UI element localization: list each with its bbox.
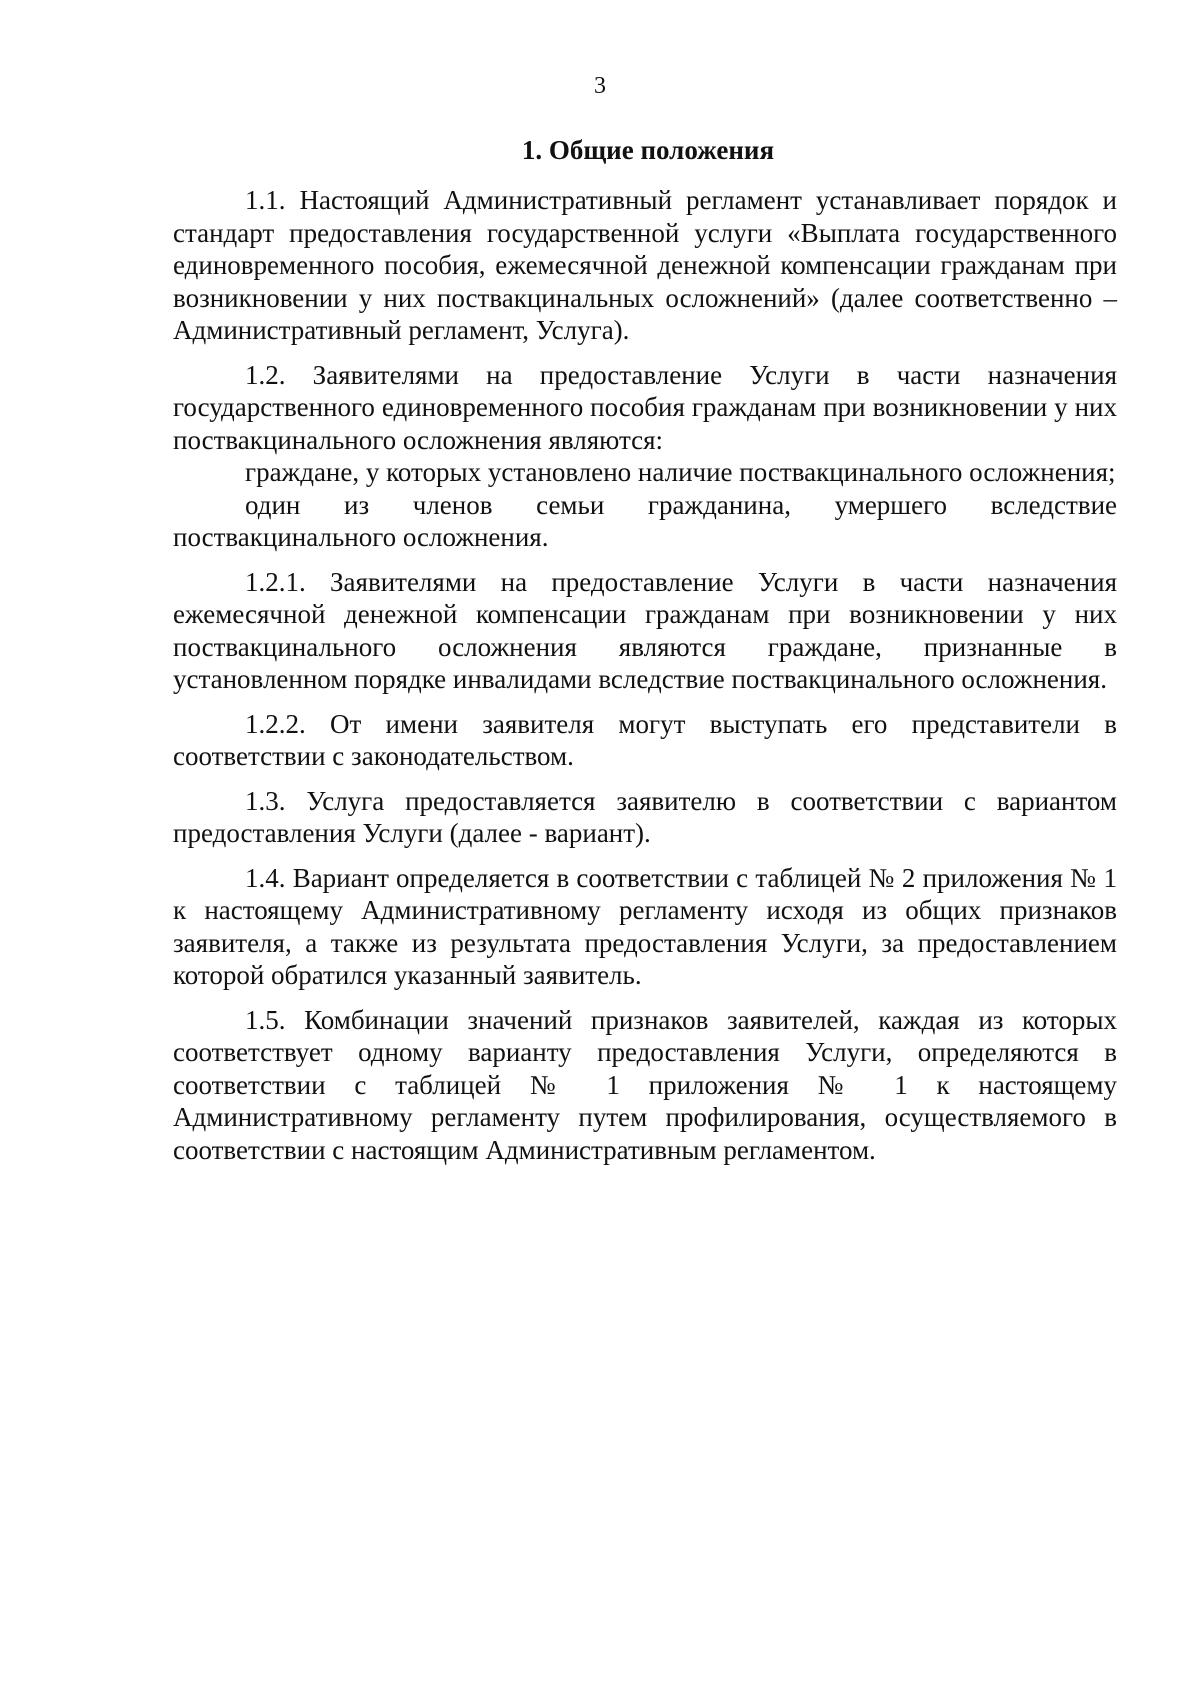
document-body [173, 184, 1117, 1166]
paragraph-1-2-item-1: граждане, у которых установлено наличие поствакцинального осложнения; [245, 457, 1116, 487]
page-number: 3 [594, 73, 606, 99]
paragraph-1-5: 1.5. Комбинации значений признаков заявителей, каждая из которых соответствует одному варианту предоставления Услуги, определяются в соответствии с таблицей № 1 приложения № 1 к настоящему Административному регламенту путем профилирования, осуществляемого в соответствии с настоящим Административным регламентом. [173, 1004, 1117, 1165]
paragraph-1-4: 1.4. Вариант определяется в соответствии с таблицей № 2 приложения № 1 к настоящему Административному регламенту исходя из общих признаков заявителя, а также из результата предоставления Услуги, за предоставлением которой обратился указанный заявитель. [173, 862, 1117, 990]
paragraph-1-2: 1.2. Заявителями на предоставление Услуги в части назначения государственного единовременного пособия гражданам при возникновении у них поствакцинального осложнения являются: [173, 359, 1117, 455]
section-heading: 1. Общие положения [521, 135, 775, 165]
paragraph-1-2-item-2: один из членов семьи гражданина, умершего вследствие поствакцинального осложнения. [173, 489, 1117, 552]
paragraph-1-2-1: 1.2.1. Заявителями на предоставление Услуги в части назначения ежемесячной денежной компенсации гражданам при возникновении у них поствакцинального осложнения являются граждане, признанные в установленном порядке инвалидами вследствие поствакцинального осложнения. [173, 566, 1117, 694]
paragraph-1-1: 1.1. Настоящий Административный регламент устанавливает порядок и стандарт предоставления государственной услуги «Выплата государственного единовременного пособия, ежемесячной денежной компенсации гражданам при возникновении у них поствакцинальных осложнений» (далее соответственно – Административный регламент, Услуга). [173, 185, 1117, 345]
paragraph-1-2-2: 1.2.2. От имени заявителя могут выступать его представители в соответствии с законодательством. [173, 708, 1117, 771]
paragraph-1-3: 1.3. Услуга предоставляется заявителю в соответствии с вариантом предоставления Услуги (далее - вариант). [173, 785, 1117, 848]
